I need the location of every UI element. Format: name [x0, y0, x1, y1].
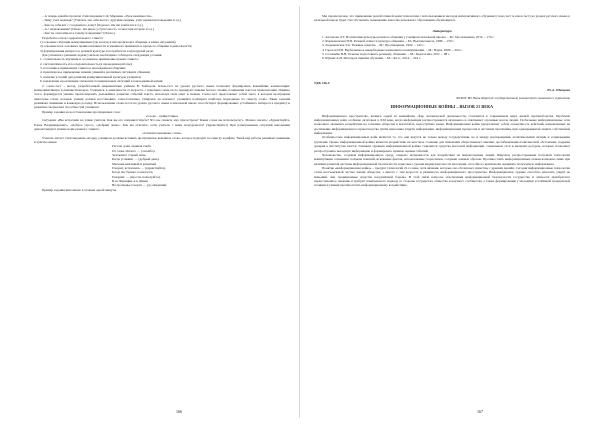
author-affiliation: ФГБОУ ВО Новосибирский государственный университет экономики и управления — [456, 95, 570, 100]
poem-line: Когда нас бранят за шалости, — [112, 170, 154, 175]
paragraph: 2. слово-тест – метод, разработанный американским учёным В. Тейлором. Ключ-тест на уроках русского языка позволяет формировать важнейшие компетенции: коммуникативную и лингвистическую. Учащиеся, в зависимости от возраста, с помощью слова-теста тренируют навыки беглого чтения, понимания текста и правописания. Помимо этого, формируется умение прогнозировать дальнейшее развитие событий текста, используя свой опыт и знания. Слово-тест представляет собой текст, в котором пропущены некоторые слова, которые ученик должен восстановить самостоятельно. Опираясь на контекст, учащийся подбирает наиболее подходящее по смыслу слово. Такие задания развивают внимание и языковую догадку. Использование слова-теста на уроках русского языка в начальной школе способствует формированию устойчивого интереса к предмету и развитию творческих способностей учащихся. — [34, 83, 291, 110]
list-item: 1. сознательность изучения и осознанное применение правил этикета; — [40, 57, 139, 62]
list-item: 3. постоянное применение этикета в повседневном общении; — [40, 66, 126, 71]
reference-item: 5. Соловьёва Н.Н. Основы подготовки к речевому общению. – М.: Педагогика, 2011. – 98 с. — [322, 52, 451, 57]
list-item: 3) формирования интереса к речевой культуре и потребности в культурной речи. — [40, 48, 154, 53]
poem — [34, 144, 290, 187]
paragraph: Учитель читает стихотворение-загадку, учащиеся должны вставить пропущенное вежливое слово, которое подходит по смыслу и рифме. Такой вид работы развивает внимание и чувство языка: — [34, 135, 291, 144]
paragraph: – Как ты относишься к такому поведению? (Плохо.) — [42, 31, 116, 36]
udk-code: УДК 316.4 — [314, 80, 330, 85]
paragraph: – Чему учит медведя? (Учитель так себя вести с другими людьми, учит правилам поведения и т.д.) — [42, 18, 181, 23]
literature-heading: Литература — [432, 28, 452, 33]
reference-item: 1. Антонова Л.Г. Воспитание культуры речевого общения у учащихся начальной школы. – М.: Просвещение, 2012. – 176 с. — [322, 34, 495, 39]
list-item: 2) освоение всех основных правил вежливости и умения их применять в процессе общения и деятельности; — [40, 44, 193, 49]
paragraph: – А теперь давайте прочтем стихотворение С.Я. Маршака «Урок вежливости». — [42, 14, 153, 18]
paragraph: Пример задания на восстановление пропущенных слов: — [42, 109, 121, 114]
paragraph: Мы предполагаем, что применение разработанной нами технологии с использованием методов интерактивного обучения (слово-тест и ключ-тест) на уроках русского языка в начальной школе будет способствовать повышению качества начального образования обучающихся. — [314, 14, 571, 23]
paragraph: Разработка основ содержательного этикета: — [42, 35, 104, 40]
poem-line: Растает даже ледяная глыба — [112, 144, 152, 149]
paragraph: Информационное пространство, являясь одной из важнейших сфер человеческой деятельности, становится в современном мире ареной противоборства. Проблема информационных войн особенно актуальна в XXI веке, когда информация распространяется мгновенно и охватывает огромные массы людей. Глобальные информационные сети позволяют оказывать воздействие на сознание общества в масштабах, недоступных ранее. Информационная война представляет собой совокупность действий, направленных на достижение информационного превосходства путём нанесения ущерба информации, информационным процессам и системам противника при одновременной защите собственной информации. — [314, 113, 571, 136]
poem-line: Зазеленеет старый пень, — [112, 153, 147, 157]
paragraph: – Как он себя вёл с соседями по дому? (Хорошо. Он им улыбался и т.д.) — [42, 22, 143, 27]
list-item: 2. систематичность и последовательность (в проведении работы); — [40, 61, 133, 66]
reference-item: 6. Щукин А.Н. Методы и приёмы обучения. – М.: Логос, 2014. – 224 с. — [322, 56, 422, 61]
subheading: «Спешите вежливые слова» — [142, 131, 182, 136]
page-number-left: 166 — [176, 409, 182, 414]
poem-line: Когда услышит … (добрый день). — [112, 157, 160, 162]
subheading: «Слово – приветствие» — [145, 113, 179, 118]
paragraph: Ситуация: «Вы встретили на улице учителя. Как вы его поприветствуете? Что вы скажете ему при встрече? Какие слова вы используете?». Можно сказать: «Здравствуйте, Елена Владимировна!», «Доброе утро!», «Добрый день!». Как вы ответите, если учитель с вами поздоровался? (Здравствуйте!) При разыгрывании ситуаций школьники демонстрируют знание норм речевого этикета. — [34, 118, 291, 131]
page-number-right: 167 — [477, 409, 483, 414]
poem-line: И во Франции, и в Дании — [112, 179, 148, 184]
poem-line: От слова тёплого … (спасибо). — [112, 148, 156, 153]
poem-line: Мальчик вежливый и развитый — [112, 161, 156, 166]
list-item: 5. наличие условий для развития коммуникативной культуры учащихся; — [40, 74, 142, 79]
poem-line: Говорим: … (прости, пожалуйста). — [112, 174, 161, 179]
list-item: 1) освоение ситуации коммуникации (где и когда и как происходит общение, в каких ситуациях); — [40, 40, 177, 45]
paragraph: Человечество, создавая информационную среду, открыло возможности для воздействия на мировоззрение людей. Широкое распространение получили технологии манипуляции сознанием: подмена понятий, искажение фактов, использование стереотипов, создание ложных образов. Противостоять информационным атакам возможно лишь при наличии развитой системы информационной безопасности и высокого уровня медиаграмотности населения, способного критически оценивать получаемую информацию. — [314, 152, 571, 166]
author-name: Ю.А. Шевцова — [547, 88, 570, 93]
reference-item: 4. Горелов И.Н. Вербальные и невербальные компоненты коммуникации. – М.: Наука, 2009. – 204 с. — [322, 47, 463, 52]
paragraph: – А с незнакомыми? (Плохо. Он им не уступал место, толкал при встрече и т.д.) — [42, 27, 154, 32]
poem-line: На прощанье говорят … (до свидания). — [112, 183, 168, 188]
list-item: 6. вовлечение и реализация этических потенциальных ситуаций в повседневной жизни. — [40, 79, 164, 84]
poem-line: Говорит, встречаясь … (здравствуйте). — [112, 166, 167, 171]
paragraph: Понятие «информационная война» – продукт технологий 21-го века, хотя явления, которые оно обозначает, известны с древних времён. Сегодня информационные технологии стали неотъемлемой частью жизни общества, а вместе с тем возросла и уязвимость информационного пространства. Информационное оружие способно наносить ущерб не меньший, чем традиционные средства вооружённой борьбы. В этой связи вопросы обеспечения информационной безопасности государства и личности приобретают первостепенное значение и требуют комплексного подхода со стороны государства, общества и научного сообщества, а также формирования у молодёжи устойчивой гражданской позиции и умения противостоять информационному воздействию. — [314, 165, 571, 188]
right-page — [300, 0, 600, 424]
paragraph: Особенностью информационных войн является то, что они ведутся не только между государствами, но и между корпорациями, политическими силами и социальными группами. Целью информационной войны является воздействие на массовое сознание для изменения общественного мнения, дестабилизации политической обстановки, подрыва доверия к институтам власти. Главным оружием информационной войны становятся средства массовой информации, социальные сети и интернет-ресурсы, которые позволяют распространять выгодную информацию и формировать нужные оценки событий. — [314, 135, 571, 153]
article-title: ИНФОРМАЦИОННЫЕ ВОЙНЫ – ВЫЗОВ 21 ВЕКА — [390, 103, 494, 109]
paragraph: Пример задания выполнено в течение одной минуты. — [42, 187, 117, 192]
paragraph: Для успешного решения задачи учителю необходимо соблюдать следующие условия: — [42, 53, 163, 58]
reference-item: 2. Формановская Н.И. Речевой этикет и культура общения. – М.: Высшая школа, 1989. – 159 с. — [322, 39, 455, 44]
reference-item: 3. Ладыженская Т.А. Речевые секреты. – М.: Просвещение, 1992. – 143 с. — [322, 43, 425, 48]
list-item: 4. практическое применение знаний, умений в различных ситуациях общения; — [40, 70, 151, 75]
